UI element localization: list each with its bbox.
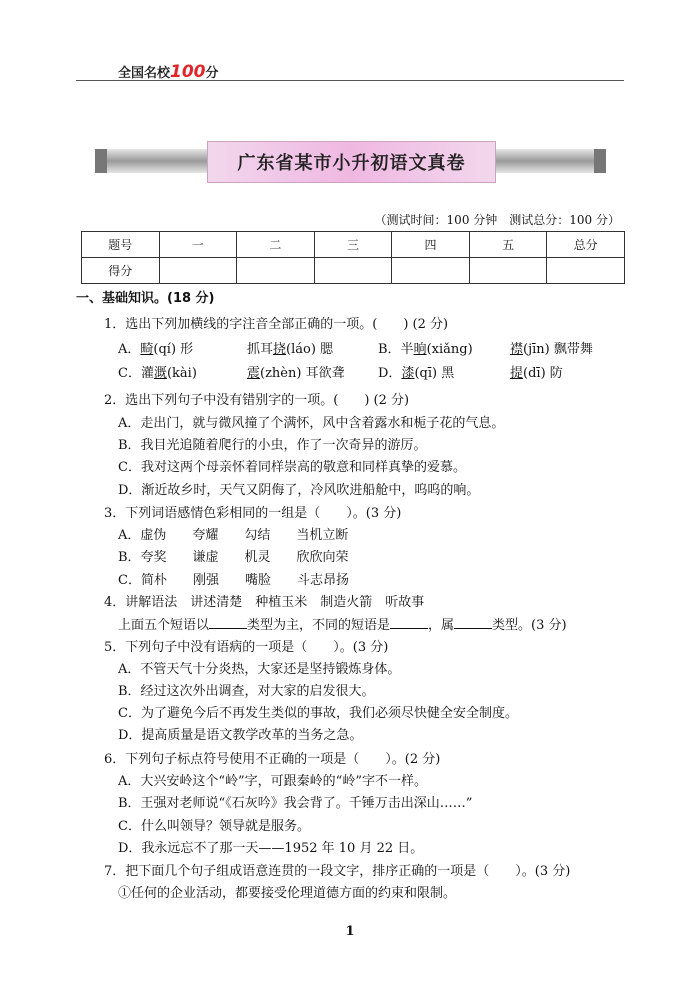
q5-option-d: D．提高质量是语文教学改革的当务之急。 [118,728,363,743]
title-bar-cap-right [594,149,606,173]
score-cell: 二 [237,232,315,258]
q4-fill-line: 上面五个短语以 类型为主，不同的短语是 ，属 类型。(3 分) [118,618,567,633]
q6-option-b: B．王强对老师说“《石灰吟》我会背了。千锤万击出深山……” [118,796,473,811]
q5-option-a: A．不管天气十分炎热，大家还是坚持锻炼身体。 [118,662,401,677]
q3-option-b: B．夸奖 谦虚 机灵 欣欣向荣 [118,550,349,565]
exam-meta: （测试时间：100 分钟 测试总分：100 分） [374,213,620,227]
q3-option-c: C．简朴 刚强 嘴脸 斗志昂扬 [118,573,349,588]
q1-option-c: C．灌溉(kài) [118,366,197,381]
score-cell [469,258,547,284]
question-1-stem: 1．选出下列加横线的字注音全部正确的一项。( ) (2 分) [104,317,449,332]
score-table-row-header [82,232,625,258]
section-heading: 一、基础知识。(18 分) [76,291,215,306]
question-2-stem: 2．选出下列句子中没有错别字的一项。( ) (2 分) [104,393,410,408]
q1-option-b-2: 襟(jīn) 飘带舞 [510,342,593,357]
q5-option-c: C．为了避免今后不再发生类似的事故，我们必须尽快健全安全制度。 [118,706,518,721]
score-cell [237,258,315,284]
score-cell: 五 [469,232,547,258]
question-7-stem: 7．把下面几个句子组成语意连贯的一段文字，排序正确的一项是（ ）。(3 分) [104,864,571,879]
exam-title: 广东省某市小升初语文真卷 [237,153,466,174]
score-cell: 题号 [82,232,160,258]
q1-option-d-2: 提(dī) 防 [510,366,563,381]
answer-blank[interactable] [454,616,492,629]
score-table [81,231,625,284]
header-rule [76,80,624,81]
q6-option-a: A．大兴安岭这个“岭”字，可跟秦岭的“岭”字不一样。 [118,774,427,789]
q1-option-c-2: 震(zhèn) 耳欲聋 [247,366,345,381]
question-4-stem: 4．讲解语法 讲述清楚 种植玉米 制造火箭 听故事 [104,595,425,610]
score-cell: 四 [392,232,470,258]
title-banner [95,141,606,181]
q1-option-a: A．畸(qí) 形 [118,342,194,357]
score-cell: 三 [314,232,392,258]
q2-option-b: B．我目光追随着爬行的小虫，作了一次奇异的游厉。 [118,438,427,453]
answer-blank[interactable] [209,616,247,629]
score-cell [314,258,392,284]
q3-option-a: A．虚伪 夸耀 勾结 当机立断 [118,528,349,543]
question-6-stem: 6．下列句子标点符号使用不正确的一项是（ ）。(2 分) [104,752,441,767]
score-cell: 总分 [547,232,625,258]
score-cell: 一 [159,232,237,258]
question-3-stem: 3．下列词语感情色彩相同的一组是（ ）。(3 分) [104,506,402,521]
q6-option-c: C．什么叫领导？领导就是服务。 [118,819,310,834]
brand-logo: 全国名校100分 [118,62,219,82]
q1-option-d: D．漆(qī) 黑 [378,366,455,381]
question-5-stem: 5．下列句子中没有语病的一项是（ ）。(3 分) [104,640,389,655]
q5-option-b: B．经过这次外出调查，对大家的启发很大。 [118,684,375,699]
score-cell [392,258,470,284]
answer-blank[interactable] [390,616,428,629]
page-number: 1 [345,924,355,939]
score-table-row-score [82,258,625,284]
score-cell: 得分 [82,258,160,284]
q6-option-d: D．我永远忘不了那一天——1952 年 10 月 22 日。 [118,841,424,856]
title-bar-cap-left [95,149,107,173]
q2-option-c: C．我对这两个母亲怀着同样崇高的敬意和同样真挚的爱慕。 [118,460,466,475]
q2-option-a: A．走出门，就与微风撞了个满怀，风中含着露水和栀子花的气息。 [118,416,505,431]
title-box [207,141,496,183]
score-cell [159,258,237,284]
q1-option-a-2: 抓耳挠(láo) 腮 [247,342,334,357]
score-cell [547,258,625,284]
q1-option-b: B．半晌(xiǎng) [378,342,473,357]
q2-option-d: D．渐近故乡时，天气又阴侮了，冷风吹进船舱中，呜呜的响。 [118,483,480,498]
q7-sentence-1: ①任何的企业活动，都要接受伦理道德方面的约束和限制。 [118,886,457,901]
